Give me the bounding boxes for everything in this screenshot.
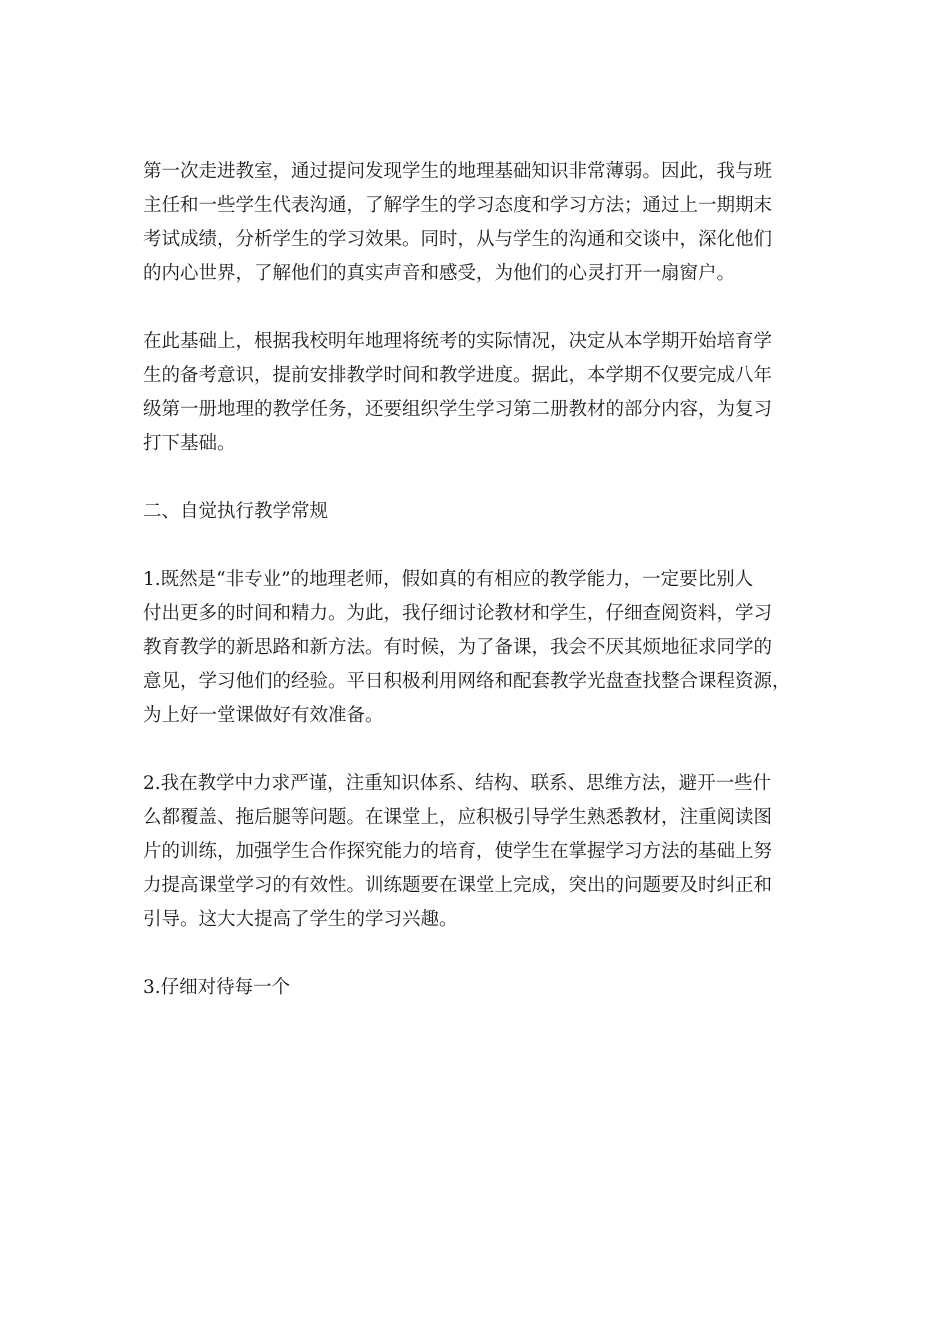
text-line: 第一次走进教室，通过提问发现学生的地理基础知识非常薄弱。因此，我与班 (143, 161, 773, 182)
text-line: 意见，学习他们的经验。平日积极利用网络和配套教学光盘查找整合课程资源， (143, 671, 791, 692)
text-line: 引导。这大大提高了学生的学习兴趣。 (143, 909, 458, 930)
text-line: 的内心世界，了解他们的真实声音和感受，为他们的心灵打开一扇窗户。 (143, 263, 736, 284)
text-line: 3.仔细对待每一个 (143, 977, 291, 998)
paragraph-item-3 (143, 971, 813, 1005)
text-line: 主任和一些学生代表沟通，了解学生的学习态度和学习方法；通过上一期期末 (143, 195, 773, 216)
text-line: 生的备考意识，提前安排教学时间和教学进度。据此，本学期不仅要完成八年 (143, 365, 773, 386)
paragraph-plan (143, 325, 813, 461)
text-line: 级第一册地理的教学任务，还要组织学生学习第二册教材的部分内容，为复习 (143, 399, 773, 420)
text-line: 教育教学的新思路和新方法。有时候，为了备课，我会不厌其烦地征求同学的 (143, 637, 773, 658)
text-line: 片的训练，加强学生合作探究能力的培育，使学生在掌握学习方法的基础上努 (143, 841, 773, 862)
text-line: 打下基础。 (143, 433, 236, 454)
text-line: 付出更多的时间和精力。为此，我仔细讨论教材和学生，仔细查阅资料，学习 (143, 603, 773, 624)
paragraph-intro (143, 155, 813, 291)
document-body (143, 155, 813, 1039)
paragraph-item-2 (143, 767, 813, 937)
text-line: 1.既然是“非专业”的地理老师，假如真的有相应的教学能力，一定要比别人 (143, 569, 754, 590)
text-line: 在此基础上，根据我校明年地理将统考的实际情况，决定从本学期开始培育学 (143, 331, 773, 352)
text-line: 考试成绩，分析学生的学习效果。同时，从与学生的沟通和交谈中，深化他们 (143, 229, 773, 250)
paragraph-item-1 (143, 563, 813, 733)
text-line: 力提高课堂学习的有效性。训练题要在课堂上完成，突出的问题要及时纠正和 (143, 875, 773, 896)
text-line: 2.我在教学中力求严谨，注重知识体系、结构、联系、思维方法，避开一些什 (143, 773, 772, 794)
text-line: 为上好一堂课做好有效准备。 (143, 705, 384, 726)
section-heading (143, 495, 813, 529)
heading-text: 二、自觉执行教学常规 (143, 501, 329, 522)
text-line: 么都覆盖、拖后腿等问题。在课堂上，应积极引导学生熟悉教材，注重阅读图 (143, 807, 773, 828)
